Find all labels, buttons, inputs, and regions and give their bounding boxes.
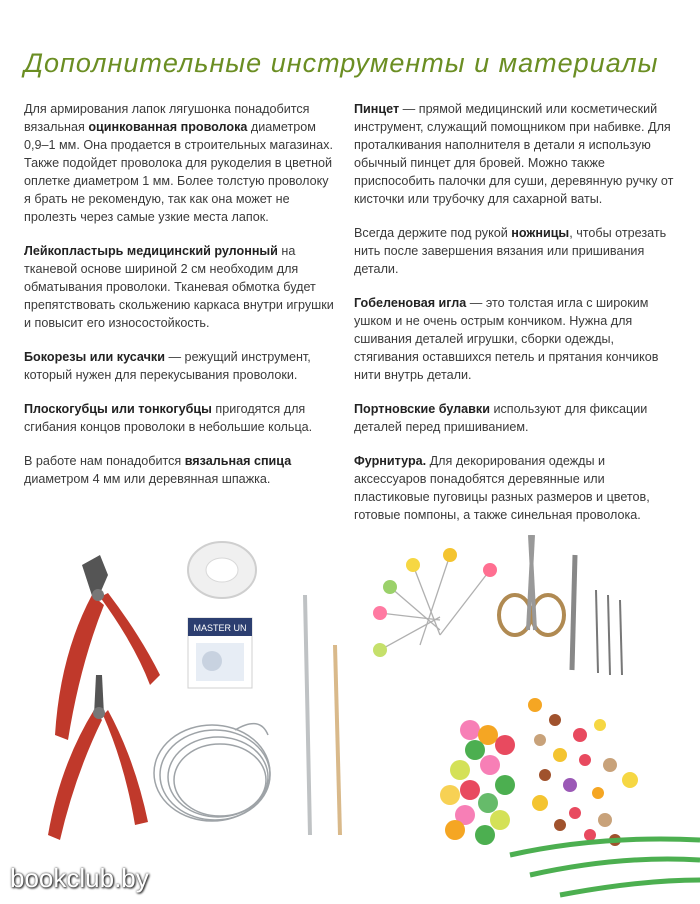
pompoms-image bbox=[440, 720, 515, 845]
right-text-column bbox=[354, 100, 674, 540]
term: Пинцет bbox=[354, 102, 400, 116]
tapestry-needle-image-3 bbox=[620, 600, 622, 675]
left_column-paragraph: В работе нам понадобится вязальная спица диаметром 4 мм или деревянная шпажка. bbox=[24, 454, 292, 486]
left_column-paragraph: Для армирования лапок лягушонка понадобится вязальная оцинкованная проволока диаметром 0,9–1 мм. Она продается в строительных магазинах. Также подойдет проволока для рукоделия в цветной оплетке диаметром 1 мм. Более толстую проволоку я брать не рекомендую, так как она может не пролезть через самые узкие места лапок. bbox=[24, 102, 333, 224]
term: Лейкопластырь медицинский рулонный bbox=[24, 244, 278, 258]
term: Плоскогубцы или тонкогубцы bbox=[24, 402, 212, 416]
tape-box-image bbox=[188, 618, 252, 688]
term: вязальная спица bbox=[184, 454, 292, 468]
term: Гобеленовая игла bbox=[354, 296, 467, 310]
right_column-paragraph: Всегда держите под рукой ножницы, чтобы отрезать нить после завершения вязания или пришивания детали. bbox=[354, 226, 667, 276]
wire-coil-image bbox=[154, 724, 270, 821]
wooden-skewer-image bbox=[335, 645, 340, 835]
tapestry-needle-image-2 bbox=[608, 595, 610, 675]
page-title: Дополнительные инструменты и материалы bbox=[24, 48, 659, 78]
right_column-paragraph: Портновские булавки используют для фиксации деталей перед пришиванием. bbox=[354, 402, 648, 434]
right_column-paragraph: Пинцет — прямой медицинский или косметический инструмент, служащий помощником при набивке. Для проталкивания наполнителя в детали я использую обычный пинцет для бровей. Можно также приспособить палочки для суши, деревянную ручку от кисточки или трубочку для сахарной ваты. bbox=[354, 102, 674, 206]
term: Бокорезы или кусачки bbox=[24, 350, 165, 364]
chenille-wire-image bbox=[510, 839, 700, 895]
left_column-paragraph: Лейкопластырь медицинский рулонный на тканевой основе шириной 2 см необходим для обматывания проволоки. Тканевая обмотка будет препятствовать скольжению каркаса внутри игрушки и повысит его износостойкость. bbox=[24, 244, 334, 330]
left_column-paragraph: Плоскогубцы или тонкогубцы пригодятся для сгибания концов проволоки в небольшие кольца. bbox=[24, 402, 313, 434]
left-text-column bbox=[24, 100, 334, 504]
tape-box-label: MASTER UN bbox=[193, 623, 247, 633]
right_column-paragraph: Фурнитура. Для декорирования одежды и аксессуаров понадобятся деревянные или пластиковые пуговицы разных размеров и цветов, готовые помпоны, а также синельная проволока. bbox=[354, 454, 650, 522]
knitting-needle-image bbox=[305, 595, 310, 835]
term: Фурнитура. bbox=[354, 454, 427, 468]
term: оцинкованная проволока bbox=[88, 120, 248, 134]
scissors-image bbox=[499, 535, 564, 635]
tools-photo bbox=[0, 535, 700, 904]
term: Портновские булавки bbox=[354, 402, 490, 416]
right_column-paragraph: Гобеленовая игла — это толстая игла с широким ушком и не очень острым кончиком. Нужна для сшивания деталей игрушки, сборки одежды, стягивания оставшихся петель и прятания кончиков нити внутрь детали. bbox=[354, 296, 659, 382]
pins-image bbox=[373, 548, 497, 657]
tape-roll-image bbox=[188, 542, 256, 598]
term: ножницы bbox=[511, 226, 570, 240]
buttons-image bbox=[528, 698, 638, 846]
tweezers-image bbox=[572, 555, 575, 670]
tapestry-needle-image bbox=[596, 590, 598, 673]
watermark: bookclub.by bbox=[10, 863, 149, 893]
left_column-paragraph: Бокорезы или кусачки — режущий инструмент, который нужен для перекусывания проволоки. bbox=[24, 350, 311, 382]
